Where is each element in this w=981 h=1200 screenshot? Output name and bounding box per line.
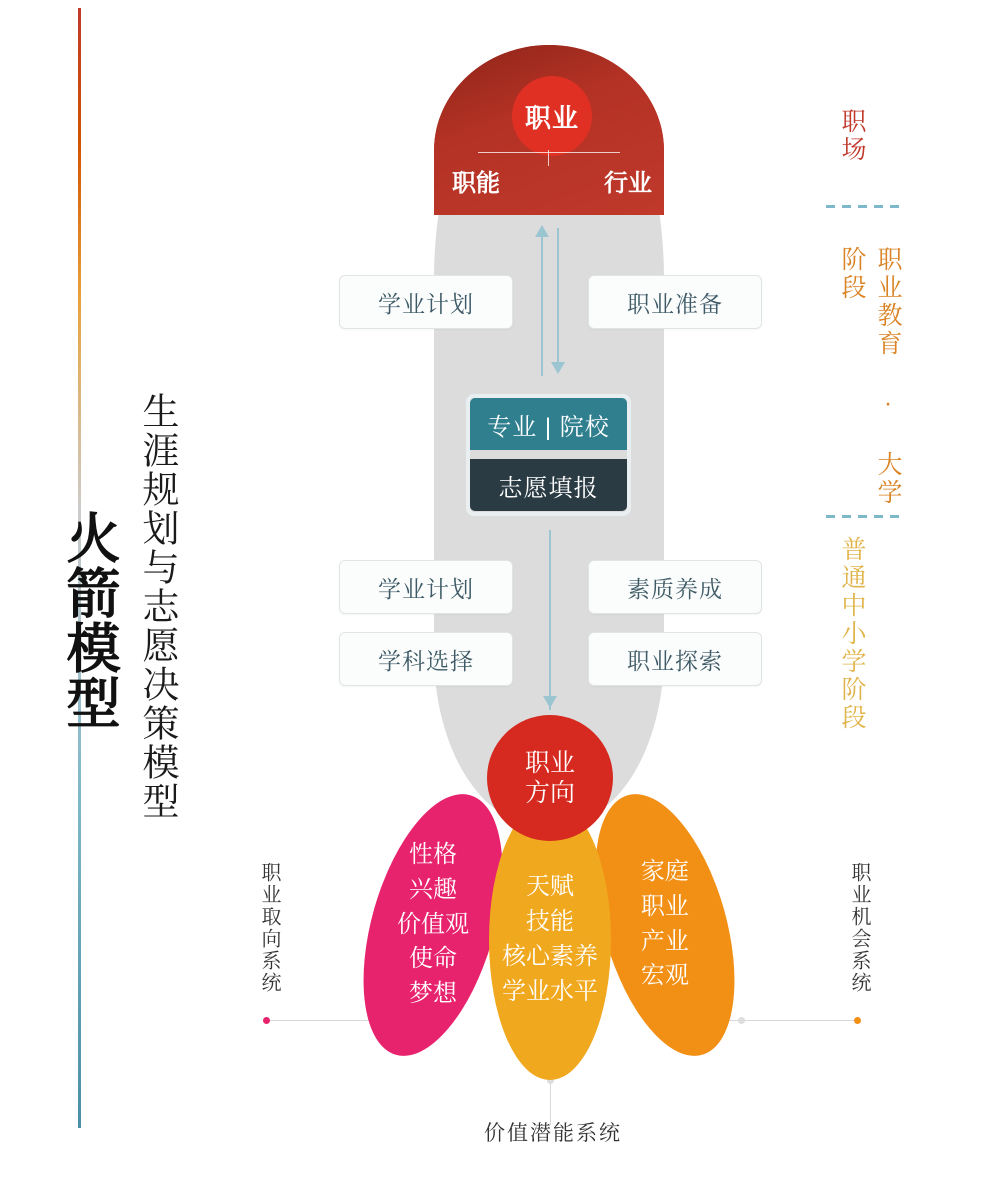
decision-application[interactable]: 志愿填报 [470, 459, 627, 511]
engine-line-1: 职业 [524, 749, 575, 777]
engine-line-2: 方向 [524, 779, 575, 807]
stage-label-workplace: 职场 [838, 108, 866, 164]
petal-middle-text [502, 870, 598, 1009]
system-label-left: 职业取向系统 [258, 862, 280, 994]
arrow-down-line [557, 228, 559, 368]
stage-divider-2 [826, 515, 899, 518]
arrow-lower-head [543, 696, 557, 708]
petal-right-item-0: 家庭 [641, 858, 689, 886]
petal-left-item-2: 价值观 [397, 910, 470, 938]
arrow-lower-line [549, 530, 551, 710]
engine-career-direction [487, 715, 613, 841]
petal-middle-item-1: 技能 [526, 908, 574, 936]
arrow-up-head [535, 225, 549, 237]
petal-left-text [397, 838, 469, 1012]
stage-label-k12: 普通中小学阶段 [838, 536, 866, 732]
petal-middle-item-3: 学业水平 [502, 977, 598, 1005]
petal-left-item-1: 兴趣 [409, 875, 458, 903]
nose-labels [452, 163, 652, 198]
stage-divider-1 [826, 205, 899, 208]
petal-right-item-1: 职业 [641, 893, 689, 921]
decision-major-school[interactable]: 专业 | 院校 [470, 398, 627, 450]
page-title: 火箭模型 [59, 510, 119, 730]
leader-dot-left [263, 1017, 270, 1024]
petal-middle-item-0: 天赋 [526, 873, 574, 901]
petal-left-item-3: 使命 [409, 945, 458, 973]
petal-right-text [641, 855, 689, 994]
leader-dot-right [854, 1017, 861, 1024]
box-quality-development[interactable]: 素质养成 [588, 560, 762, 614]
petal-value-potential [489, 800, 611, 1080]
box-academic-plan-upper[interactable]: 学业计划 [339, 275, 513, 329]
box-career-exploration[interactable]: 职业探索 [588, 632, 762, 686]
box-academic-plan-lower[interactable]: 学业计划 [339, 560, 513, 614]
petal-right-item-2: 产业 [641, 928, 689, 955]
stage-label-higher-education: 职业教育 · 大学阶段 [838, 246, 902, 507]
nose-label-function: 职能 [452, 170, 500, 197]
petal-right-item-3: 宏观 [641, 962, 689, 990]
box-subject-selection[interactable]: 学科选择 [339, 632, 513, 686]
arrow-up-line [541, 236, 543, 376]
box-career-preparation[interactable]: 职业准备 [588, 275, 762, 329]
system-label-right: 职业机会系统 [848, 862, 870, 994]
petal-left-item-4: 梦想 [409, 980, 458, 1008]
arrow-down-head [551, 362, 565, 374]
nose-divider-horizontal [478, 152, 620, 153]
page-subtitle: 生涯规划与志愿决策模型 [137, 392, 178, 821]
system-label-bottom: 价值潜能系统 [484, 1122, 622, 1145]
career-circle: 职业 [512, 76, 592, 156]
leader-dot-right-end [738, 1017, 745, 1024]
nose-label-industry: 行业 [604, 170, 652, 197]
petal-left-item-0: 性格 [409, 841, 458, 869]
petal-middle-item-2: 核心素养 [502, 943, 598, 970]
